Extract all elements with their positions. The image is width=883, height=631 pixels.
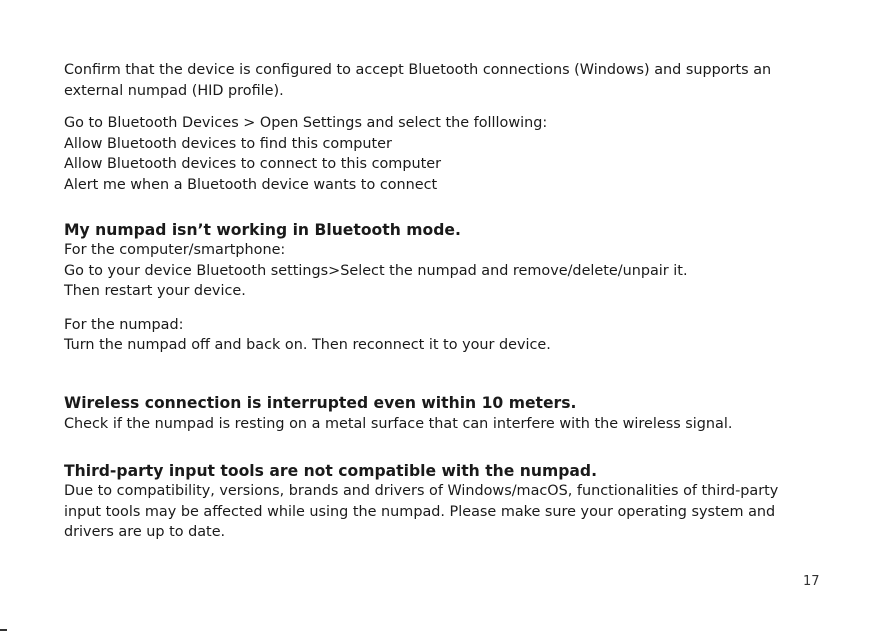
wireless-paragraph [64, 414, 844, 435]
section-heading-numpad-bluetooth: My numpad isn’t working in Bluetooth mode. [64, 221, 461, 239]
third-party-paragraph [64, 481, 844, 543]
numpad-computer-paragraph [64, 240, 844, 302]
numpad-device-line: For the numpad: [64, 316, 184, 333]
intro-line: external numpad (HID profile). [64, 82, 284, 99]
page-number: 17 [803, 574, 820, 589]
bluetooth-steps-line: Go to Bluetooth Devices > Open Settings and select the folllowing: [64, 115, 548, 131]
numpad-device-line: Turn the numpad off and back on. Then reconnect it to your device. [64, 337, 551, 353]
numpad-computer-line: For the computer/smartphone: [64, 242, 286, 258]
numpad-device-paragraph [64, 315, 844, 356]
bluetooth-steps-line: Allow Bluetooth devices to connect to this computer [64, 156, 441, 172]
numpad-computer-line: Then restart your device. [64, 283, 246, 299]
numpad-computer-line: Go to your device Bluetooth settings>Select the numpad and remove/delete/unpair it. [64, 262, 688, 279]
manual-page [64, 60, 844, 543]
third-party-line: drivers are up to date. [64, 524, 226, 540]
wireless-line: Check if the numpad is resting on a metal surface that can interfere with the wireless signal. [64, 415, 733, 432]
section-heading-wireless: Wireless connection is interrupted even within 10 meters. [64, 393, 577, 412]
bluetooth-steps-line: Alert me when a Bluetooth device wants to connect [64, 176, 438, 193]
bluetooth-steps-line: Allow Bluetooth devices to find this computer [64, 135, 392, 152]
intro-paragraph [64, 60, 844, 101]
bluetooth-steps-paragraph [64, 113, 844, 195]
section-heading-third-party: Third-party input tools are not compatible with the numpad. [64, 462, 597, 480]
third-party-line: Due to compatibility, versions, brands and drivers of Windows/macOS, functionalities of third-party [64, 483, 779, 499]
third-party-line: input tools may be affected while using the numpad. Please make sure your operating system and [64, 503, 776, 520]
intro-line: Confirm that the device is configured to accept Bluetooth connections (Windows) and supports an [64, 62, 772, 78]
